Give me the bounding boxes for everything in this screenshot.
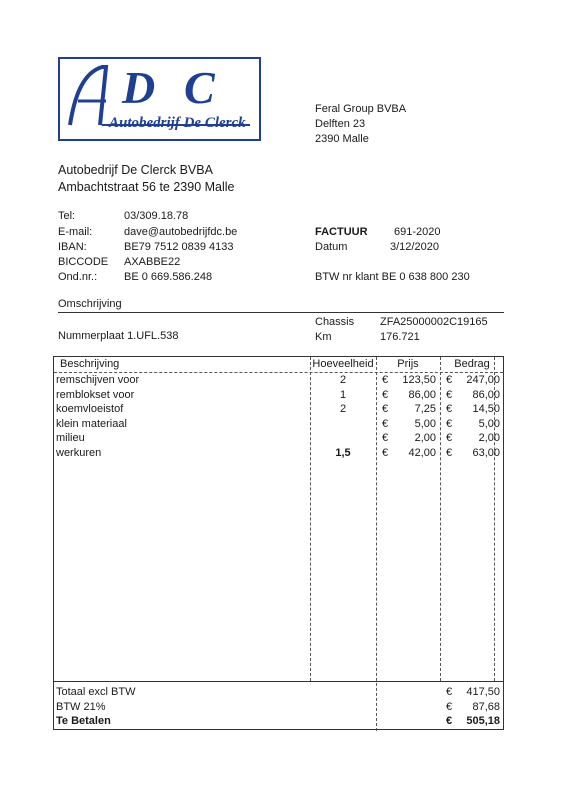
contact-value-tel: 03/309.18.78 — [124, 210, 189, 222]
recipient-name: Feral Group BVBA — [315, 103, 407, 115]
row-price: 86,00 — [408, 388, 436, 401]
total-excl-label: Totaal excl BTW — [56, 686, 136, 698]
row-desc: werkuren — [56, 446, 102, 459]
row-price: 7,25 — [414, 403, 436, 415]
btw-euro: € — [446, 701, 453, 713]
datum-value: 3/12/2020 — [390, 241, 439, 253]
contact-label-tel: Tel: — [58, 210, 76, 222]
row-price-euro: € — [382, 403, 389, 415]
factuur-label: FACTUUR — [315, 226, 368, 238]
factuur-number: 691-2020 — [394, 226, 441, 238]
recipient-street: Delften 23 — [315, 118, 366, 130]
company-address: Ambachtstraat 56 te 2390 Malle — [58, 180, 235, 194]
te-betalen-euro: € — [446, 715, 453, 727]
contact-label-bic: BICCODE — [58, 256, 109, 268]
row-price-euro: € — [382, 388, 389, 401]
row-amount: 247,00 — [466, 374, 500, 386]
btw-klant: BTW nr klant BE 0 638 800 230 — [315, 271, 470, 283]
row-desc: koemvloeistof — [56, 403, 124, 415]
omschrijving-divider — [58, 312, 504, 313]
row-qty: 2 — [339, 374, 347, 386]
row-price: 123,50 — [402, 374, 436, 386]
row-desc: remblokset voor — [56, 388, 135, 401]
datum-label: Datum — [315, 241, 348, 253]
row-qty: 2 — [339, 403, 347, 415]
contact-label-email: E-mail: — [58, 226, 93, 238]
row-price-euro: € — [382, 417, 389, 430]
plate-number: Nummerplaat 1.UFL.538 — [58, 330, 179, 342]
header-prijs: Prijs — [397, 358, 419, 370]
row-amount-euro: € — [446, 417, 453, 430]
row-amount-euro: € — [446, 374, 453, 386]
svg-text:C: C — [184, 62, 215, 113]
row-price: 5,00 — [414, 417, 436, 430]
row-desc: remschijven voor — [56, 374, 140, 386]
recipient-city: 2390 Malle — [315, 133, 369, 145]
btw-amount: 87,68 — [472, 701, 500, 713]
contact-label-ond: Ond.nr.: — [58, 271, 98, 283]
km-value: 176.721 — [380, 331, 420, 343]
chassis-value: ZFA25000002C19165 — [380, 316, 488, 328]
row-desc: klein materiaal — [56, 417, 127, 430]
row-qty: 1 — [339, 388, 347, 401]
header-hoeveelheid: Hoeveelheid — [312, 358, 374, 370]
row-amount-euro: € — [446, 446, 453, 459]
row-desc: milieu — [56, 432, 85, 444]
contact-value-email: dave@autobedrijfdc.be — [124, 226, 238, 238]
col-divider-price — [376, 357, 377, 731]
row-price: 2,00 — [414, 432, 436, 444]
row-price-euro: € — [382, 374, 389, 386]
contact-value-bic: AXABBE22 — [124, 256, 181, 268]
total-excl-amount: 417,50 — [466, 686, 500, 698]
chassis-label: Chassis — [315, 316, 355, 328]
row-amount: 2,00 — [478, 432, 500, 444]
company-name: Autobedrijf De Clerck BVBA — [58, 163, 213, 177]
company-logo — [58, 57, 261, 141]
row-amount-euro: € — [446, 432, 453, 444]
svg-text:D: D — [122, 62, 156, 113]
header-beschrijving: Beschrijving — [60, 358, 120, 370]
km-label: Km — [315, 331, 332, 343]
row-amount: 5,00 — [478, 417, 500, 430]
row-price: 42,00 — [408, 446, 436, 459]
row-amount: 63,00 — [472, 446, 500, 459]
contact-value-iban: BE79 7512 0839 4133 — [124, 241, 234, 253]
te-betalen-amount: 505,18 — [466, 715, 500, 727]
col-divider-euro — [440, 357, 441, 681]
totals-divider — [54, 681, 503, 682]
contact-label-iban: IBAN: — [58, 241, 87, 253]
te-betalen-label: Te Betalen — [56, 715, 111, 727]
total-excl-euro: € — [446, 686, 453, 698]
header-bedrag: Bedrag — [454, 358, 490, 370]
row-amount-euro: € — [446, 388, 453, 401]
row-amount-euro: € — [446, 403, 453, 415]
btw-label: BTW 21% — [56, 701, 106, 713]
invoice-table — [53, 356, 504, 730]
logo-subtitle: Autobedrijf De Clerck — [109, 115, 246, 131]
row-amount: 86,00 — [472, 388, 500, 401]
row-price-euro: € — [382, 446, 389, 459]
row-price-euro: € — [382, 432, 389, 444]
row-amount: 14,50 — [472, 403, 500, 415]
omschrijving-label: Omschrijving — [58, 298, 122, 310]
contact-value-ond: BE 0 669.586.248 — [124, 271, 213, 283]
row-qty: 1,5 — [335, 446, 351, 459]
